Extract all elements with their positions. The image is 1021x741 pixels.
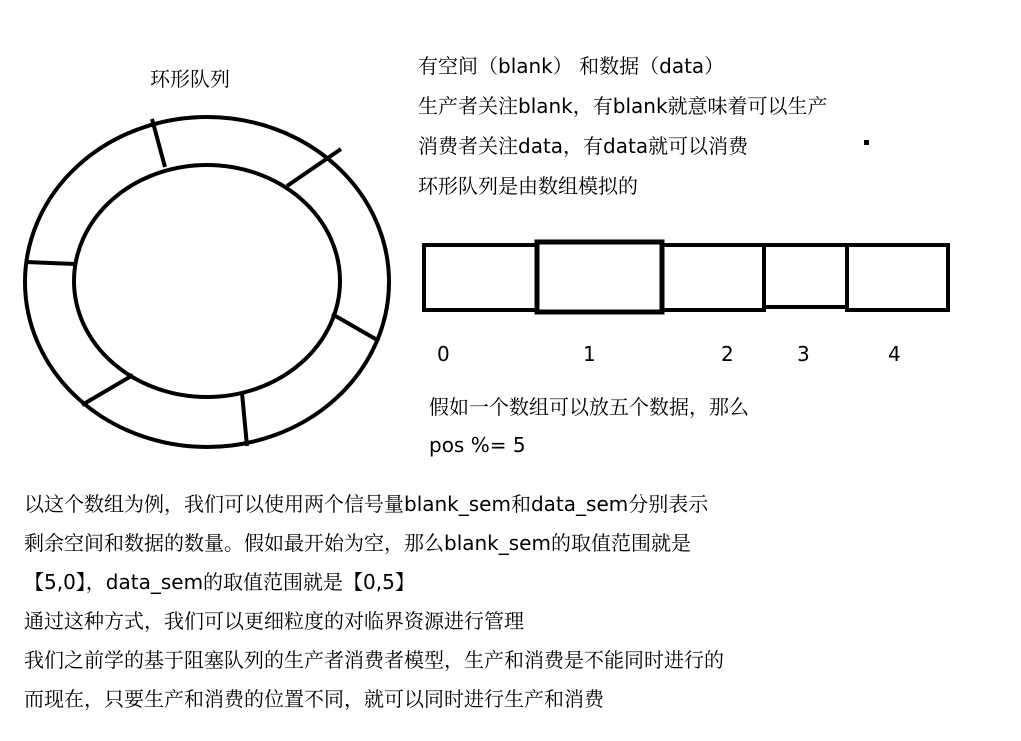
paragraph-line: 以这个数组为例，我们可以使用两个信号量blank_sem和data_sem分别表示 <box>24 492 709 516</box>
assumption-line: pos %= 5 <box>429 433 526 457</box>
ring-queue-drawing <box>25 117 389 447</box>
ring-divider <box>82 375 133 405</box>
paragraph-line: 我们之前学的基于阻塞队列的生产者消费者模型，生产和消费是不能同时进行的 <box>24 648 724 672</box>
note-line: 生产者关注blank，有blank就意味着可以生产 <box>418 94 828 118</box>
paragraph-line: 【5,0】，data_sem的取值范围就是【0,5】 <box>24 570 415 594</box>
array-cell-0 <box>424 245 537 310</box>
array-cell-4 <box>847 245 948 310</box>
array-cell-2 <box>662 245 764 310</box>
array-index-3: 3 <box>797 342 810 366</box>
note-line: 消费者关注data，有data就可以消费 <box>418 134 749 158</box>
assumption-line: 假如一个数组可以放五个数据，那么 <box>429 395 749 419</box>
note-line: 有空间（blank） 和数据（data） <box>418 54 725 78</box>
array-cell-3 <box>764 245 847 307</box>
ring-divider <box>242 393 247 446</box>
array-cell-1 <box>537 242 662 312</box>
ring-inner-circle <box>74 165 340 397</box>
array-drawing <box>424 242 948 312</box>
stray-dot <box>864 140 869 145</box>
ring-title: 环形队列 <box>150 67 230 91</box>
array-index-0: 0 <box>437 342 450 366</box>
paragraph-line: 通过这种方式，我们可以更细粒度的对临界资源进行管理 <box>24 609 524 633</box>
notes-block <box>418 52 828 212</box>
paragraph-line: 而现在，只要生产和消费的位置不同，就可以同时进行生产和消费 <box>24 687 604 711</box>
array-index-4: 4 <box>888 342 901 366</box>
note-line: 环形队列是由数组模拟的 <box>418 174 638 198</box>
paragraph-line: 剩余空间和数据的数量。假如最开始为空，那么blank_sem的取值范围就是 <box>24 531 691 555</box>
array-index-2: 2 <box>721 342 734 366</box>
array-index-1: 1 <box>583 342 596 366</box>
explanation-paragraph <box>24 490 724 724</box>
ring-divider <box>152 119 165 167</box>
ring-divider <box>26 262 75 264</box>
ring-divider <box>287 149 341 186</box>
ring-divider <box>332 314 379 341</box>
assumption-block <box>429 393 749 469</box>
